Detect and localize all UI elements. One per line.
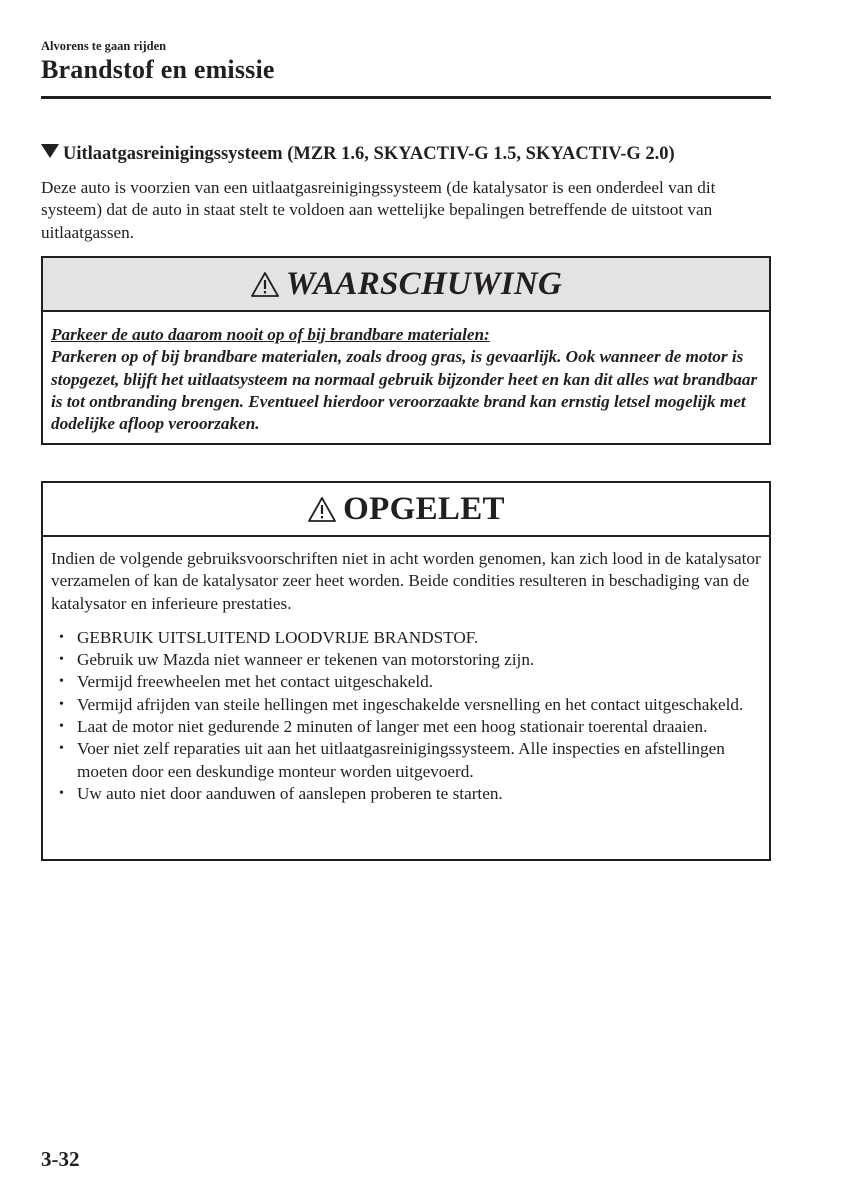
list-item: • Uw auto niet door aanduwen of aanslepen proberen te starten. (51, 783, 761, 805)
warning-body (43, 312, 769, 435)
warning-triangle-icon (250, 271, 280, 298)
warning-title: WAARSCHUWING (285, 265, 563, 302)
list-item: • Vermijd freewheelen met het contact uitgeschakeld. (51, 671, 761, 693)
warning-text: Parkeren op of bij brandbare materialen, zoals droog gras, is gevaarlijk. Ook wanneer de motor is stopgezet, blijft het uitlaatsysteem na normaal gebruik bijzonder heet en kan dit alles wat brandbaar is tot ontbranding brengen. Eventueel hierdoor veroorzaakte brand kan ernstig letsel mogelijk met dodelijke afloop veroorzaken. (51, 347, 758, 434)
subheading (41, 144, 781, 165)
list-item: • GEBRUIK UITSLUITEND LOODVRIJE BRANDSTOF. (51, 627, 761, 649)
list-item: • Gebruik uw Mazda niet wanneer er tekenen van motorstoring zijn. (51, 649, 761, 671)
caution-list (51, 627, 761, 805)
list-item: • Voer niet zelf reparaties uit aan het uitlaatgasreinigingssysteem. Alle inspecties en afstellingen moeten door een deskundige monteur worden uitgevoerd. (51, 738, 761, 783)
caution-title: OPGELET (343, 490, 505, 527)
caution-intro: Indien de volgende gebruiksvoorschriften niet in acht worden genomen, kan zich lood in de katalysator verzamelen of kan de katalysator zeer heet worden. Beide condities resulteren in beschadiging van de katalysator en inferieure prestaties. (51, 549, 761, 613)
page-title: Brandstof en emissie (41, 55, 275, 84)
caution-box (41, 481, 771, 861)
warning-box (41, 256, 771, 445)
warning-triangle-icon (307, 496, 337, 523)
list-item: • Vermijd afrijden van steile hellingen met ingeschakelde versnelling en het contact uitgeschakeld. (51, 694, 761, 716)
page-number: 3-32 (41, 1147, 80, 1171)
intro-paragraph: Deze auto is voorzien van een uitlaatgasreinigingssysteem (de katalysator is een onderdeel van dit systeem) dat de auto in staat stelt te voldoen aan wettelijke bepalingen betreffende de uitstoot van uitlaatgassen. (41, 178, 716, 242)
section-label: Alvorens te gaan rijden (41, 39, 167, 53)
subheading-text: Uitlaatgasreinigingssysteem (MZR 1.6, SKYACTIV-G 1.5, SKYACTIV-G 2.0) (63, 144, 675, 164)
warning-lead: Parkeer de auto daarom nooit op of bij brandbare materialen: (51, 325, 490, 344)
warning-header (43, 258, 769, 312)
title-rule (41, 96, 771, 99)
down-triangle-icon (41, 144, 59, 158)
caution-header (43, 483, 769, 537)
caution-body (43, 537, 769, 805)
list-item: • Laat de motor niet gedurende 2 minuten of langer met een hoog stationair toerental draaien. (51, 716, 761, 738)
